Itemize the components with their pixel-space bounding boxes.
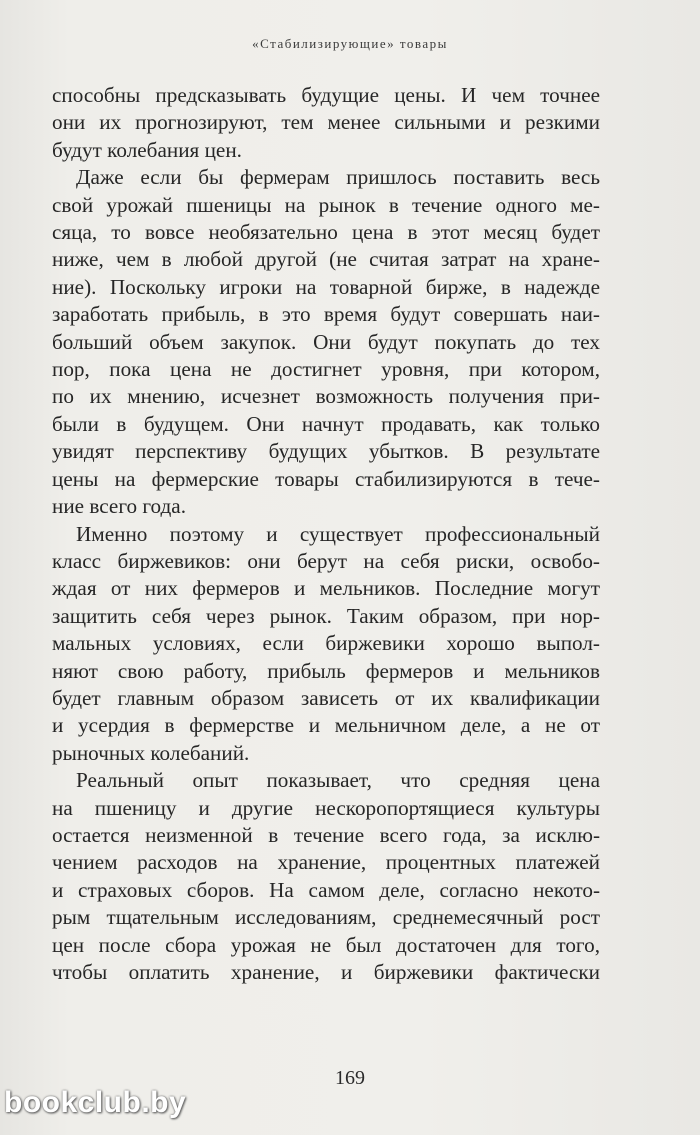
watermark-logo: bookclub.by	[4, 1086, 187, 1119]
text-line: класс биржевиков: они берут на себя риски, освобо-	[52, 548, 600, 573]
text-line: свой урожай пшеницы на рынок в течение одного ме-	[52, 192, 600, 217]
text-line: ниже, чем в любой другой (не считая затрат на хране-	[52, 247, 600, 272]
text-line: способны предсказывать будущие цены. И чем точнее	[52, 83, 600, 107]
text-line: Даже если бы фермерам пришлось поставить весь	[76, 165, 600, 190]
text-line: няют свою работу, прибыль фермеров и мельников	[52, 658, 600, 683]
text-line: сяца, то вовсе необязательно цена в этот месяц будет	[52, 220, 600, 245]
text-line: рым тщательным исследованиям, среднемесячный рост	[52, 905, 600, 930]
text-line: на пшеницу и другие нескоропортящиеся культуры	[52, 795, 600, 820]
text-line: цены на фермерские товары стабилизируются в тече-	[52, 466, 600, 491]
text-line: Именно поэтому и существует профессиональный	[76, 521, 600, 546]
text-line: больший объем закупок. Они будут покупать до тех	[52, 329, 600, 354]
text-line: были в будущем. Они начнут продавать, как только	[52, 411, 600, 436]
text-line: заработать прибыль, в это время будут совершать наи-	[52, 302, 600, 327]
text-line: чением расходов на хранение, процентных платежей	[52, 850, 600, 875]
text-line: Реальный опыт показывает, что средняя цена	[76, 768, 600, 793]
text-line: защитить себя через рынок. Таким образом, при нор-	[52, 603, 600, 628]
text-line: мальных условиях, если биржевики хорошо выпол-	[52, 631, 600, 656]
running-head: «Стабилизирующие» товары	[252, 36, 448, 51]
text-line: по их мнению, исчезнет возможность получения при-	[52, 384, 600, 409]
text-line: и усердия в фермерстве и мельничном деле, а не от	[52, 713, 600, 738]
text-line: увидят перспективу будущих убытков. В результате	[52, 439, 600, 464]
text-line: остается неизменной в течение всего года, за исклю-	[52, 822, 600, 847]
page-number: 169	[335, 1067, 365, 1089]
text-line: будет главным образом зависеть от их квалификации	[52, 685, 600, 710]
text-line: рыночных колебаний.	[52, 740, 250, 765]
body-text	[52, 82, 600, 986]
text-line: будут колебания цен.	[52, 137, 242, 162]
text-line: ние всего года.	[52, 494, 187, 519]
text-line: пор, пока цена не достигнет уровня, при котором,	[52, 357, 600, 382]
text-line: чтобы оплатить хранение, и биржевики фактически	[52, 960, 600, 984]
text-line: ждая от них фермеров и мельников. Последние могут	[52, 576, 600, 601]
text-line: и страховых сборов. На самом деле, согласно некото-	[52, 877, 600, 902]
text-line: они их прогнозируют, тем менее сильными и резкими	[52, 110, 600, 135]
text-line: ние). Поскольку игроки на товарной бирже, в надежде	[52, 274, 600, 299]
text-line: цен после сбора урожая не был достаточен для того,	[52, 932, 600, 957]
